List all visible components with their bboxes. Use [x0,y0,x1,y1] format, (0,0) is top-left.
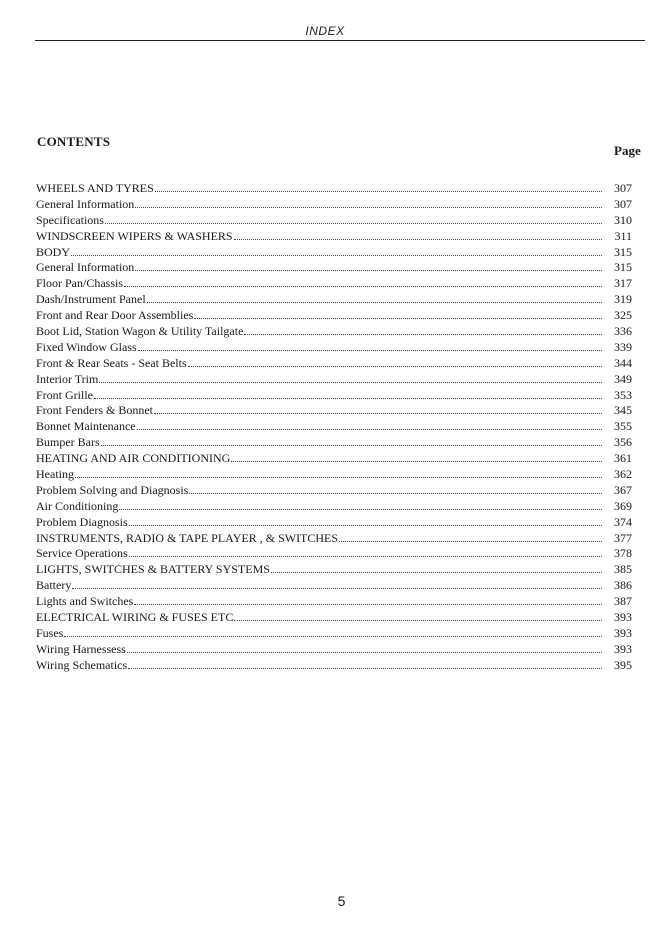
toc-dot-leader [244,325,602,335]
toc-entry-title: Front & Rear Seats - Seat Belts [36,355,187,370]
toc-entry-page: 344 [614,355,632,370]
toc-entry-title: Battery [36,578,72,593]
toc-entry-page: 369 [614,498,632,513]
toc-dot-leader [189,484,602,494]
toc-entry-page: 315 [614,260,632,275]
toc-dot-leader [75,468,602,478]
toc-entry-title: Interior Trim [36,371,99,386]
toc-entry-title: ELECTRICAL WIRING & FUSES ETC. [36,610,237,625]
toc-entry [36,483,632,499]
toc-entry-page: 393 [614,625,632,640]
toc-entry-page: 319 [614,292,632,307]
toc-entry [36,610,632,626]
toc-entry-page: 393 [614,641,632,656]
toc-dot-leader [128,659,602,669]
toc-entry-page: 317 [614,276,632,291]
toc-entry-title: BODY [36,244,71,259]
toc-entry-page: 387 [614,594,632,609]
toc-entry [36,308,632,324]
toc-entry-title: Front Fenders & Bonnet [36,403,153,418]
toc-entry [36,356,632,372]
toc-entry [36,658,632,674]
toc-entry-page: 307 [614,196,632,211]
toc-dot-leader [271,563,602,573]
toc-entry [36,515,632,531]
toc-entry-page: 311 [614,228,632,243]
toc-entry-page: 315 [614,244,632,259]
toc-dot-leader [138,341,602,351]
toc-entry [36,546,632,562]
page-header-title: INDEX [305,24,345,38]
toc-entry-title: INSTRUMENTS, RADIO & TAPE PLAYER , & SWITCHES [36,530,339,545]
toc-entry-page: 361 [614,451,632,466]
page-number: 5 [337,893,346,909]
toc-entry [36,372,632,388]
toc-entry [36,499,632,515]
toc-entry-page: 374 [614,514,632,529]
toc-dot-leader [101,436,602,446]
toc-entry [36,229,632,245]
toc-dot-leader [231,452,602,462]
toc-dot-leader [72,579,602,589]
toc-entry-page: 307 [614,181,632,195]
toc-entry-title: Boot Lid, Station Wagon & Utility Tailgate [36,324,244,339]
toc-entry-page: 336 [614,324,632,339]
toc-entry [36,181,632,197]
toc-dot-leader [237,611,602,621]
toc-entry-title: Specifications [36,212,104,227]
toc-dot-leader [234,230,602,240]
toc-entry-title: Lights and Switches [36,594,134,609]
toc-entry-page: 395 [614,657,632,672]
toc-entry [36,467,632,483]
table-of-contents [36,181,632,674]
toc-entry-title: Problem Diagnosis [36,514,128,529]
toc-dot-leader [147,293,602,303]
toc-entry-title: WHEELS AND TYRES [36,181,154,195]
toc-entry-title: Bonnet Maintenance [36,419,136,434]
toc-entry-page: 356 [614,435,632,450]
toc-dot-leader [137,420,602,430]
toc-entry-page: 325 [614,308,632,323]
toc-dot-leader [135,261,602,271]
toc-dot-leader [155,182,602,192]
toc-entry [36,340,632,356]
toc-entry-page: 377 [614,530,632,545]
page-column-heading: Page [614,143,641,158]
toc-entry-title: Air Conditioning [36,498,119,513]
toc-entry [36,451,632,467]
toc-entry-title: HEATING AND AIR CONDITIONING [36,451,231,466]
toc-dot-leader [154,404,602,414]
toc-entry [36,626,632,642]
toc-entry-title: Fixed Window Glass [36,339,137,354]
toc-entry [36,245,632,261]
toc-entry-title: Dash/Instrument Panel [36,292,146,307]
toc-entry-title: Service Operations [36,546,128,561]
toc-entry [36,292,632,308]
toc-dot-leader [99,373,602,383]
toc-entry-title: General Information [36,196,135,211]
toc-entry-page: 339 [614,339,632,354]
toc-entry-title: Problem Solving and Diagnosis [36,482,189,497]
toc-entry-title: Floor Pan/Chassis [36,276,124,291]
toc-entry [36,531,632,547]
toc-entry [36,213,632,229]
toc-entry-title: Wiring Schematics [36,657,128,672]
toc-entry [36,403,632,419]
toc-entry-title: General Information [36,260,135,275]
toc-entry-title: Fuses [36,625,64,640]
contents-heading: CONTENTS [37,134,111,149]
toc-entry [36,594,632,610]
toc-entry-page: 378 [614,546,632,561]
toc-entry [36,642,632,658]
toc-dot-leader [129,516,602,526]
toc-entry [36,562,632,578]
toc-dot-leader [105,214,602,224]
toc-dot-leader [194,309,602,319]
toc-entry-page: 386 [614,578,632,593]
toc-entry-page: 393 [614,610,632,625]
toc-entry-page: 385 [614,562,632,577]
toc-entry-page: 310 [614,212,632,227]
toc-entry-title: WINDSCREEN WIPERS & WASHERS [36,228,233,243]
toc-dot-leader [188,357,602,367]
toc-entry [36,419,632,435]
toc-entry [36,197,632,213]
toc-dot-leader [127,643,602,653]
toc-dot-leader [135,198,602,208]
toc-entry [36,276,632,292]
toc-dot-leader [129,547,602,557]
toc-entry-title: Heating [36,467,74,482]
toc-dot-leader [339,532,602,542]
toc-entry-page: 355 [614,419,632,434]
toc-dot-leader [124,277,602,287]
toc-entry-title: LIGHTS, SWITCHES & BATTERY SYSTEMS [36,562,270,577]
toc-entry-page: 349 [614,371,632,386]
toc-entry-page: 362 [614,467,632,482]
toc-dot-leader [119,500,602,510]
toc-entry [36,578,632,594]
toc-dot-leader [94,389,602,399]
toc-entry [36,388,632,404]
toc-dot-leader [64,627,602,637]
toc-entry [36,435,632,451]
toc-entry-title: Front and Rear Door Assemblies [36,308,194,323]
toc-entry-page: 367 [614,482,632,497]
toc-entry-page: 353 [614,387,632,402]
toc-entry-page: 345 [614,403,632,418]
toc-dot-leader [71,246,602,256]
toc-entry [36,324,632,340]
toc-dot-leader [134,595,602,605]
toc-entry-title: Bumper Bars [36,435,100,450]
toc-entry-title: Front Grille [36,387,93,402]
header-divider [35,40,645,41]
toc-entry-title: Wiring Harnessess [36,641,126,656]
toc-entry [36,260,632,276]
